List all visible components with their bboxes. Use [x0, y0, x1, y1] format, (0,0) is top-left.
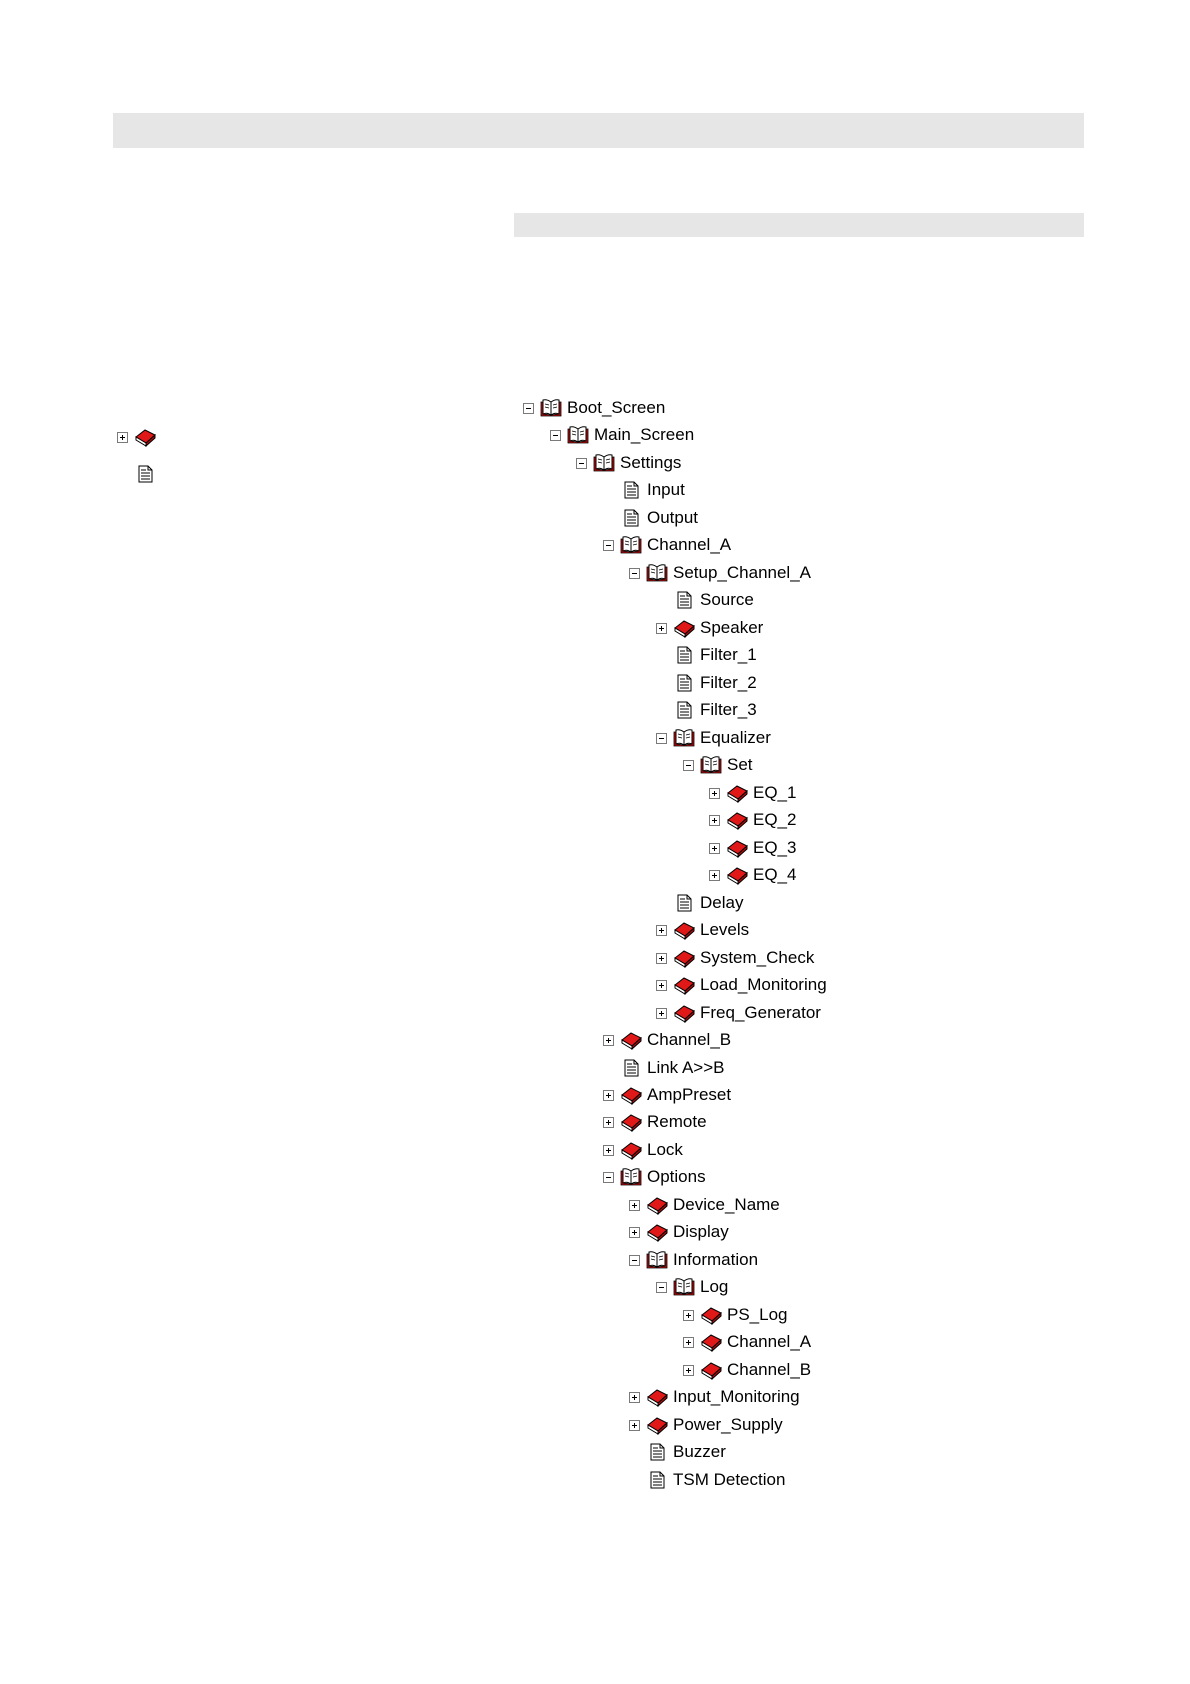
- tree-node[interactable]: [656, 1001, 821, 1025]
- tree-node-label: Display: [673, 1222, 729, 1241]
- expand-icon[interactable]: [629, 1200, 640, 1211]
- tree-node[interactable]: [629, 561, 811, 585]
- tree-node-label: Information: [673, 1250, 759, 1269]
- expand-icon[interactable]: [117, 432, 128, 443]
- page-icon: [672, 645, 696, 665]
- collapse-icon[interactable]: [629, 568, 640, 579]
- tree-node-label: Channel_A: [727, 1332, 812, 1351]
- closed-book-icon: [645, 1195, 669, 1215]
- open-book-icon: [592, 453, 616, 473]
- expand-icon[interactable]: [656, 925, 667, 936]
- tree-node[interactable]: [603, 533, 731, 557]
- page-icon: [672, 893, 696, 913]
- subsection-header-bar: [514, 213, 1084, 237]
- tree-node[interactable]: [656, 698, 757, 722]
- tree-node-label: EQ_1: [753, 783, 797, 802]
- collapse-icon[interactable]: [603, 540, 614, 551]
- tree-node[interactable]: [709, 808, 796, 832]
- tree-node[interactable]: [683, 1303, 788, 1327]
- expand-icon[interactable]: [603, 1035, 614, 1046]
- tree-node-label: Setup_Channel_A: [673, 563, 812, 582]
- tree-node[interactable]: [683, 753, 753, 777]
- collapse-icon[interactable]: [656, 733, 667, 744]
- open-book-icon: [539, 398, 563, 418]
- closed-book-icon: [672, 920, 696, 940]
- tree-node-label: Input: [647, 480, 685, 499]
- expand-icon[interactable]: [656, 623, 667, 634]
- collapse-icon[interactable]: [603, 1172, 614, 1183]
- tree-node-label: Filter_1: [700, 645, 757, 664]
- tree-node-label: Channel_A: [647, 535, 732, 554]
- tree-node[interactable]: [683, 1330, 811, 1354]
- tree-node-label: Equalizer: [700, 728, 771, 747]
- tree-node-label: TSM Detection: [673, 1470, 786, 1489]
- tree-node[interactable]: [603, 506, 698, 530]
- page-icon: [619, 508, 643, 528]
- tree-node[interactable]: [656, 616, 763, 640]
- tree-node-label: Main_Screen: [594, 425, 695, 444]
- tree-node[interactable]: [629, 1413, 783, 1437]
- expand-icon[interactable]: [629, 1227, 640, 1238]
- tree-node-label: Lock: [647, 1140, 683, 1159]
- tree-node-label: Filter_2: [700, 673, 757, 692]
- tree-node[interactable]: [656, 891, 743, 915]
- closed-book-icon: [619, 1140, 643, 1160]
- tree-node-label: Levels: [700, 920, 750, 939]
- tree-node[interactable]: [656, 1275, 728, 1299]
- open-book-icon: [619, 535, 643, 555]
- closed-book-icon: [672, 618, 696, 638]
- closed-book-icon: [619, 1085, 643, 1105]
- tree-node[interactable]: [629, 1220, 729, 1244]
- expand-icon[interactable]: [656, 980, 667, 991]
- expand-icon[interactable]: [656, 1008, 667, 1019]
- tree-node[interactable]: [709, 836, 796, 860]
- collapse-icon[interactable]: [523, 403, 534, 414]
- tree-node-label: Channel_B: [647, 1030, 732, 1049]
- tree-node[interactable]: [656, 643, 757, 667]
- tree-node[interactable]: [683, 1358, 811, 1382]
- legend-item: [133, 462, 157, 486]
- closed-book-icon: [699, 1332, 723, 1352]
- tree-node-label: Buzzer: [673, 1442, 726, 1461]
- closed-book-icon: [672, 948, 696, 968]
- collapse-icon[interactable]: [576, 458, 587, 469]
- tree-node[interactable]: [629, 1468, 785, 1492]
- closed-book-icon: [645, 1415, 669, 1435]
- tree-node[interactable]: [656, 973, 827, 997]
- collapse-icon[interactable]: [683, 760, 694, 771]
- tree-node-label: EQ_3: [753, 838, 797, 857]
- tree-node-label: Set: [727, 755, 753, 774]
- tree-node[interactable]: [656, 918, 749, 942]
- open-book-icon: [672, 728, 696, 748]
- closed-book-icon: [619, 1030, 643, 1050]
- tree-node-label: Channel_B: [727, 1360, 812, 1379]
- tree-node[interactable]: [629, 1248, 758, 1272]
- tree-node-label: Source: [700, 590, 754, 609]
- collapse-icon[interactable]: [550, 430, 561, 441]
- closed-book-icon: [725, 783, 749, 803]
- closed-book-icon: [672, 975, 696, 995]
- tree-node[interactable]: [656, 726, 771, 750]
- legend-item: [117, 425, 157, 449]
- page-icon: [133, 464, 157, 484]
- tree-node[interactable]: [709, 781, 796, 805]
- tree-node[interactable]: [550, 423, 694, 447]
- page-icon: [645, 1470, 669, 1490]
- page-icon: [619, 480, 643, 500]
- closed-book-icon: [645, 1387, 669, 1407]
- expand-icon[interactable]: [603, 1145, 614, 1156]
- tree-node-label: Options: [647, 1167, 706, 1186]
- closed-book-icon: [725, 810, 749, 830]
- closed-book-icon: [699, 1305, 723, 1325]
- section-header-bar: [113, 113, 1084, 148]
- expand-icon[interactable]: [709, 870, 720, 881]
- tree-node[interactable]: [603, 1165, 706, 1189]
- page-icon: [672, 673, 696, 693]
- tree-node-label: Output: [647, 508, 699, 527]
- page-icon: [645, 1442, 669, 1462]
- tree-node[interactable]: [656, 588, 754, 612]
- closed-book-icon: [645, 1222, 669, 1242]
- closed-book-icon: [699, 1360, 723, 1380]
- tree-node-label: Log: [700, 1277, 729, 1296]
- expand-icon[interactable]: [629, 1420, 640, 1431]
- tree-node-label: AmpPreset: [647, 1085, 732, 1104]
- tree-node[interactable]: [603, 1110, 707, 1134]
- closed-book-icon: [672, 1003, 696, 1023]
- expand-icon[interactable]: [683, 1365, 694, 1376]
- expand-icon[interactable]: [683, 1310, 694, 1321]
- open-book-icon: [645, 1250, 669, 1270]
- tree-node-label: Settings: [620, 453, 682, 472]
- tree-node[interactable]: [576, 451, 681, 475]
- tree-node[interactable]: [603, 1028, 731, 1052]
- tree-node[interactable]: [656, 946, 814, 970]
- closed-book-icon: [133, 427, 157, 447]
- open-book-icon: [699, 755, 723, 775]
- expand-icon[interactable]: [629, 1392, 640, 1403]
- tree-node[interactable]: [603, 478, 685, 502]
- collapse-icon[interactable]: [656, 1282, 667, 1293]
- tree-node[interactable]: [603, 1056, 725, 1080]
- tree-node[interactable]: [709, 863, 796, 887]
- tree-node[interactable]: [656, 671, 757, 695]
- closed-book-icon: [619, 1112, 643, 1132]
- tree-node-label: Power_Supply: [673, 1415, 783, 1434]
- expand-icon[interactable]: [709, 815, 720, 826]
- open-book-icon: [566, 425, 590, 445]
- closed-book-icon: [725, 865, 749, 885]
- expand-icon[interactable]: [603, 1117, 614, 1128]
- tree-node[interactable]: [603, 1083, 731, 1107]
- tree-node[interactable]: [629, 1193, 780, 1217]
- tree-node-label: Boot_Screen: [567, 398, 666, 417]
- page-icon: [619, 1058, 643, 1078]
- open-book-icon: [672, 1277, 696, 1297]
- open-book-icon: [645, 563, 669, 583]
- tree-node-label: PS_Log: [727, 1305, 788, 1324]
- tree-node-label: EQ_2: [753, 810, 797, 829]
- expand-icon[interactable]: [709, 788, 720, 799]
- tree-node-label: System_Check: [700, 948, 815, 967]
- open-book-icon: [619, 1167, 643, 1187]
- page-icon: [672, 700, 696, 720]
- tree-node-label: EQ_4: [753, 865, 797, 884]
- expand-icon[interactable]: [603, 1090, 614, 1101]
- tree-node-label: Freq_Generator: [700, 1003, 821, 1022]
- expand-icon[interactable]: [683, 1337, 694, 1348]
- collapse-icon[interactable]: [629, 1255, 640, 1266]
- expand-icon[interactable]: [709, 843, 720, 854]
- page-icon: [672, 590, 696, 610]
- closed-book-icon: [725, 838, 749, 858]
- tree-node-label: Delay: [700, 893, 744, 912]
- tree-node[interactable]: [629, 1440, 726, 1464]
- tree-node[interactable]: [603, 1138, 683, 1162]
- tree-node-label: Device_Name: [673, 1195, 780, 1214]
- tree-node-label: Remote: [647, 1112, 707, 1131]
- tree-node[interactable]: [523, 396, 665, 420]
- tree-node-label: Input_Monitoring: [673, 1387, 800, 1406]
- expand-icon[interactable]: [656, 953, 667, 964]
- tree-node-label: Filter_3: [700, 700, 757, 719]
- tree-node-label: Speaker: [700, 618, 764, 637]
- tree-node-label: Link A>>B: [647, 1058, 725, 1077]
- tree-node[interactable]: [629, 1385, 800, 1409]
- tree-node-label: Load_Monitoring: [700, 975, 827, 994]
